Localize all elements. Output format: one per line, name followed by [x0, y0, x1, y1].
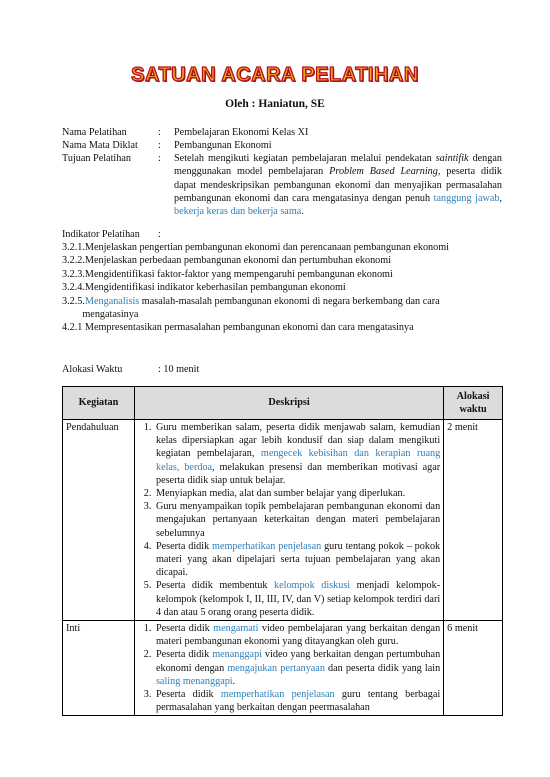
meta-label: Nama Mata Diklat: [62, 140, 138, 151]
text-run: Peserta didik: [155, 649, 213, 661]
text-run: , peserta didik dapat mendeskripsikan pembangunan ekonomi dan menyajikan permasalahan pembangunan ekonomi dan cara mengatasinya dengan penuh: [174, 166, 502, 204]
time-allocation-value: : 10 menit: [158, 364, 200, 375]
highlighted-text: tanggung jawab: [433, 192, 500, 204]
indicator-label: Indikator Pelatihan: [62, 229, 140, 240]
highlighted-text: mengecek kebisihan dan kerapian ruang kelas, berdoa: [155, 448, 441, 473]
text-run: 3.2.3.Mengidentifikasi faktor-faktor yang mempengaruhi pembangunan ekonomi: [62, 268, 393, 280]
step-item: [154, 688, 440, 714]
text-run: 3.2.4.Mengidentifikasi indikator keberhasilan pembangunan ekonomi: [62, 282, 346, 294]
text-run: masalah-masalah pembangunan ekonomi di negara berkembang dan cara: [139, 295, 440, 307]
step-list: [138, 421, 440, 619]
meta-colon: :: [158, 127, 161, 138]
table-row: [63, 621, 503, 716]
text-run: ,: [499, 192, 502, 204]
step-item: [154, 648, 440, 688]
text-run: Guru menyampaikan topik pembelajaran pembangunan ekonomi dan mengajukan pertanyaan keterkaitan dengan materi pembelajaran sebelumnya: [155, 501, 441, 539]
text-run: menjadi kelompok-kelompok (kelompok I, II, III, IV, dan V) setiap kelompok terdiri dari 4 dan atau 5 orang orang peserta didik.: [155, 580, 441, 618]
indicator-item: [62, 308, 502, 321]
text-run: video pembelajaran yang berkaitan dengan materi pembangunan ekonomi yang ditayangkan oleh guru.: [155, 623, 441, 648]
text-run: video yang berkaitan dengan pertumbuhan ekonomi dengan: [155, 649, 441, 674]
time-allocation-label: Alokasi Waktu: [62, 364, 123, 375]
cell-deskripsi: [134, 420, 443, 621]
step-item: [154, 579, 440, 619]
meta-value: Pembelajaran Ekonomi Kelas XI: [174, 127, 309, 138]
highlighted-text: memperhatikan penjelasan: [220, 689, 335, 701]
text-run: .: [232, 675, 236, 687]
step-item: [154, 540, 440, 580]
highlighted-text: mengajukan pertanyaan: [227, 662, 325, 674]
highlighted-text: Menganalisis: [84, 295, 140, 307]
indicator-colon: :: [158, 229, 161, 240]
header-deskripsi: Deskripsi: [134, 387, 443, 420]
indicator-item: [62, 254, 502, 267]
text-run: 3.2.2.Menjelaskan perbedaan pembangunan ekonomi dan pertumbuhan ekonomi: [62, 255, 392, 267]
text-run: 4.2.1 Mempresentasikan permasalahan pembangunan ekonomi dan cara mengatasinya: [62, 322, 414, 334]
meta-label: Nama Pelatihan: [62, 127, 127, 138]
cell-alokasi-waktu: 2 menit: [444, 420, 503, 621]
text-run: mengatasinya: [62, 309, 139, 320]
step-item: [154, 421, 440, 487]
activity-table: [62, 386, 503, 716]
text-run: saintifik: [435, 153, 469, 164]
header-alokasi-waktu: Alokasi waktu: [444, 387, 503, 420]
indicator-item: [62, 268, 502, 281]
text-run: Peserta didik membentuk: [155, 580, 274, 592]
text-run: Peserta didik: [155, 540, 213, 552]
time-allocation: [62, 364, 200, 375]
text-run: , melakukan presensi dan memberikan motivasi agar peserta didik siap untuk belajar.: [155, 461, 441, 486]
indicator-item: [62, 295, 502, 308]
text-run: Peserta didik: [155, 689, 221, 701]
meta-label: Tujuan Pelatihan: [62, 153, 131, 164]
text-run: 3.2.1.Menjelaskan pengertian pembangunan ekonomi dan perencanaan pembangunan ekonomi: [62, 242, 449, 253]
indicator-item: [62, 281, 502, 294]
highlighted-text: menanggapi: [212, 649, 262, 661]
meta-colon: :: [158, 140, 161, 151]
document-author: Oleh : Haniatun, SE: [225, 98, 325, 110]
indicator-item: [62, 241, 502, 254]
highlighted-text: mengamati: [213, 623, 259, 635]
text-run: Menyiapkan media, alat dan sumber belajar yang diperlukan.: [155, 488, 406, 500]
indicator-item: [62, 321, 502, 334]
meta-value: [174, 152, 502, 218]
text-run: Setelah mengikuti kegiatan pembelajaran melalui pendekatan: [174, 153, 436, 164]
table-row: [63, 420, 503, 621]
header-kegiatan: Kegiatan: [63, 387, 135, 420]
cell-kegiatan: Inti: [63, 621, 135, 716]
highlighted-text: memperhatikan penjelasan: [212, 540, 322, 552]
text-run: dengan menggunakan model pembelajaran: [174, 153, 502, 178]
step-item: [154, 487, 440, 500]
text-run: Peserta didik: [155, 623, 214, 635]
text-run: dan peserta didik yang lain: [324, 662, 441, 674]
meta-colon: :: [158, 153, 161, 164]
highlighted-text: bekerja keras dan bekerja sama: [174, 206, 302, 218]
text-run: 3.2.5.: [62, 295, 85, 307]
highlighted-text: kelompok diskusi: [274, 580, 351, 592]
cell-alokasi-waktu: 6 menit: [444, 621, 503, 716]
text-run: guru tentang berbagai permasalahan yang berkaitan dengan peermasalahan: [155, 689, 441, 714]
step-list: [138, 622, 440, 714]
cell-kegiatan: Pendahuluan: [63, 420, 135, 621]
table-header-row: [63, 387, 503, 420]
text-run: Guru memberikan salam, peserta didik menjawab salam, kemudian kelas dipersiapkan agar lebih kondusif dan siap dalam mengikuti kegiatan pembelajaran,: [155, 422, 441, 460]
text-run: Problem Based Learning: [329, 166, 438, 178]
text-run: guru tentang pokok – pokok materi yang akan dipelajari serta tujuan pembelajaran yang akan dicapai.: [155, 540, 441, 579]
indicator-heading: [62, 228, 502, 241]
highlighted-text: saling menanggapi: [155, 675, 233, 687]
step-item: [154, 622, 440, 648]
cell-deskripsi: [134, 621, 443, 716]
text-run: .: [301, 206, 304, 218]
meta-value: Pembangunan Ekonomi: [174, 140, 272, 151]
document-title: SATUAN ACARA PELATIHAN: [131, 64, 419, 86]
step-item: [154, 500, 440, 540]
